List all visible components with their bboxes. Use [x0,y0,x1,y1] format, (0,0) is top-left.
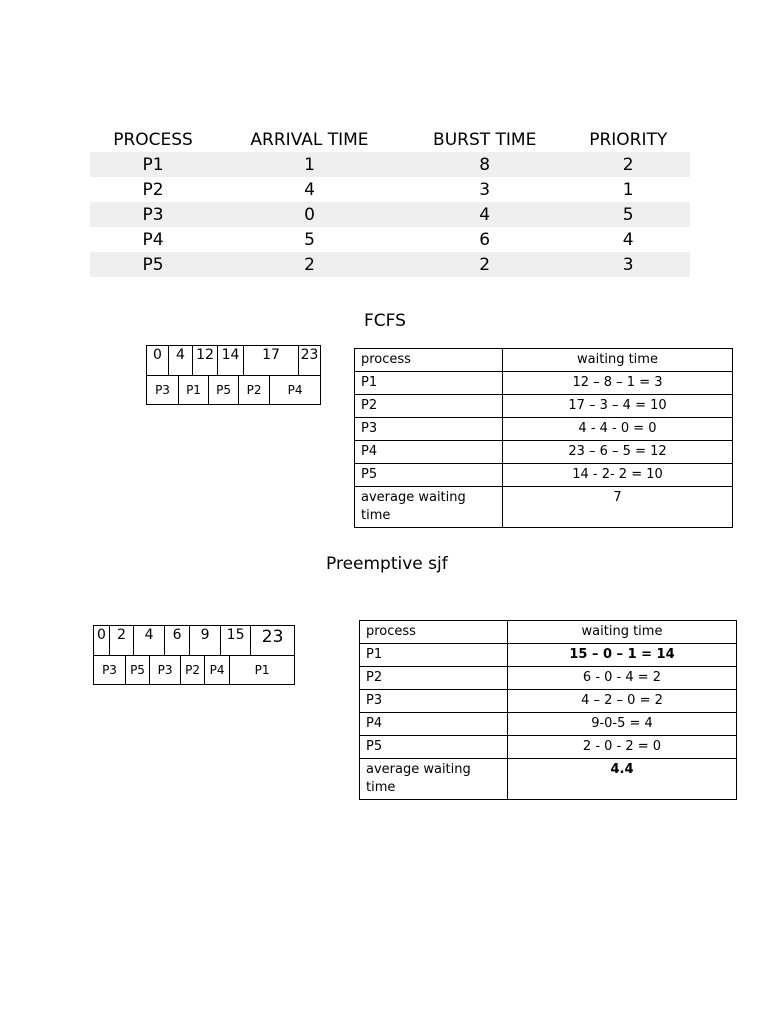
cell-burst: 6 [479,229,491,250]
fcfs-waiting-table [354,348,733,528]
average-row [355,487,733,528]
gantt-time: 4 [169,346,193,376]
gantt-time: 17 [244,346,299,376]
header-process: process [360,621,508,644]
gantt-time-row [94,626,295,656]
sjf-gantt-chart [93,625,295,685]
cell-process: P3 [355,418,503,441]
table-row [355,395,733,418]
cell-burst: 8 [479,154,491,175]
table-row [90,227,690,252]
sjf-heading: Preemptive sjf [326,554,448,574]
gantt-process: P3 [94,656,126,685]
cell-process: P5 [360,736,508,759]
sjf-waiting-table [359,620,737,800]
cell-priority: 3 [622,254,634,275]
process-table [90,127,690,277]
process-table-header [90,127,690,152]
cell-priority: 2 [622,154,634,175]
gantt-time: 4 [134,626,165,656]
cell-waiting-time: 23 – 6 – 5 = 12 [503,441,733,464]
cell-priority: 1 [622,179,634,200]
header-waiting-time: waiting time [508,621,737,644]
table-row [90,152,690,177]
gantt-process: P1 [230,656,295,685]
cell-arrival: 0 [304,204,315,225]
cell-process: P2 [142,179,164,200]
cell-process: P4 [142,229,164,250]
gantt-process: P2 [239,376,270,405]
header-waiting-time: waiting time [503,349,733,372]
cell-waiting-time: 4 – 2 – 0 = 2 [508,690,737,713]
cell-process: P2 [355,395,503,418]
cell-waiting-time: 12 – 8 – 1 = 3 [503,372,733,395]
gantt-time: 2 [110,626,134,656]
average-label: average waiting time [360,759,508,800]
cell-waiting-time: 17 – 3 – 4 = 10 [503,395,733,418]
gantt-process: P3 [147,376,179,405]
table-row [360,667,737,690]
table-row [355,418,733,441]
gantt-time: 6 [165,626,190,656]
cell-burst: 4 [479,204,491,225]
gantt-process: P2 [181,656,205,685]
fcfs-heading: FCFS [364,311,406,331]
header-process: PROCESS [113,129,193,150]
gantt-time: 23 [251,626,295,656]
table-row [360,644,737,667]
table-row [90,177,690,202]
fcfs-gantt-chart [146,345,321,405]
gantt-process: P3 [150,656,181,685]
table-row [90,202,690,227]
cell-waiting-time: 15 – 0 – 1 = 14 [508,644,737,667]
gantt-process-row [147,376,321,405]
waiting-table-header [355,349,733,372]
gantt-time: 23 [299,346,321,376]
cell-priority: 4 [622,229,634,250]
cell-process: P1 [360,644,508,667]
table-row [360,713,737,736]
gantt-time-row [147,346,321,376]
cell-process: P1 [355,372,503,395]
average-value: 7 [503,487,733,528]
table-row [355,464,733,487]
cell-process: P4 [355,441,503,464]
gantt-process: P4 [270,376,321,405]
cell-waiting-time: 4 - 4 - 0 = 0 [503,418,733,441]
cell-arrival: 5 [304,229,315,250]
cell-process: P3 [360,690,508,713]
header-priority: PRIORITY [589,129,668,150]
gantt-time: 0 [147,346,169,376]
gantt-process: P1 [179,376,209,405]
cell-process: P4 [360,713,508,736]
cell-process: P3 [142,204,164,225]
cell-burst: 2 [479,254,491,275]
header-burst-time: BURST TIME [433,129,537,150]
cell-arrival: 2 [304,254,315,275]
gantt-time: 12 [193,346,218,376]
gantt-process-row [94,656,295,685]
table-row [360,736,737,759]
table-row [360,690,737,713]
cell-arrival: 4 [304,179,315,200]
average-label: average waiting time [355,487,503,528]
cell-waiting-time: 14 - 2- 2 = 10 [503,464,733,487]
cell-arrival: 1 [304,154,315,175]
gantt-time: 15 [221,626,251,656]
cell-process: P5 [355,464,503,487]
header-arrival-time: ARRIVAL TIME [250,129,369,150]
gantt-time: 14 [218,346,244,376]
gantt-process: P5 [126,656,150,685]
gantt-time: 0 [94,626,110,656]
gantt-time: 9 [190,626,221,656]
header-process: process [355,349,503,372]
cell-process: P1 [142,154,164,175]
gantt-process: P5 [209,376,239,405]
gantt-process: P4 [205,656,230,685]
cell-waiting-time: 2 - 0 - 2 = 0 [508,736,737,759]
waiting-table-header [360,621,737,644]
cell-waiting-time: 9-0-5 = 4 [508,713,737,736]
cell-process: P2 [360,667,508,690]
average-row [360,759,737,800]
cell-priority: 5 [622,204,634,225]
cell-burst: 3 [479,179,491,200]
average-value: 4.4 [508,759,737,800]
table-row [355,441,733,464]
cell-waiting-time: 6 - 0 - 4 = 2 [508,667,737,690]
table-row [90,252,690,277]
cell-process: P5 [142,254,164,275]
table-row [355,372,733,395]
